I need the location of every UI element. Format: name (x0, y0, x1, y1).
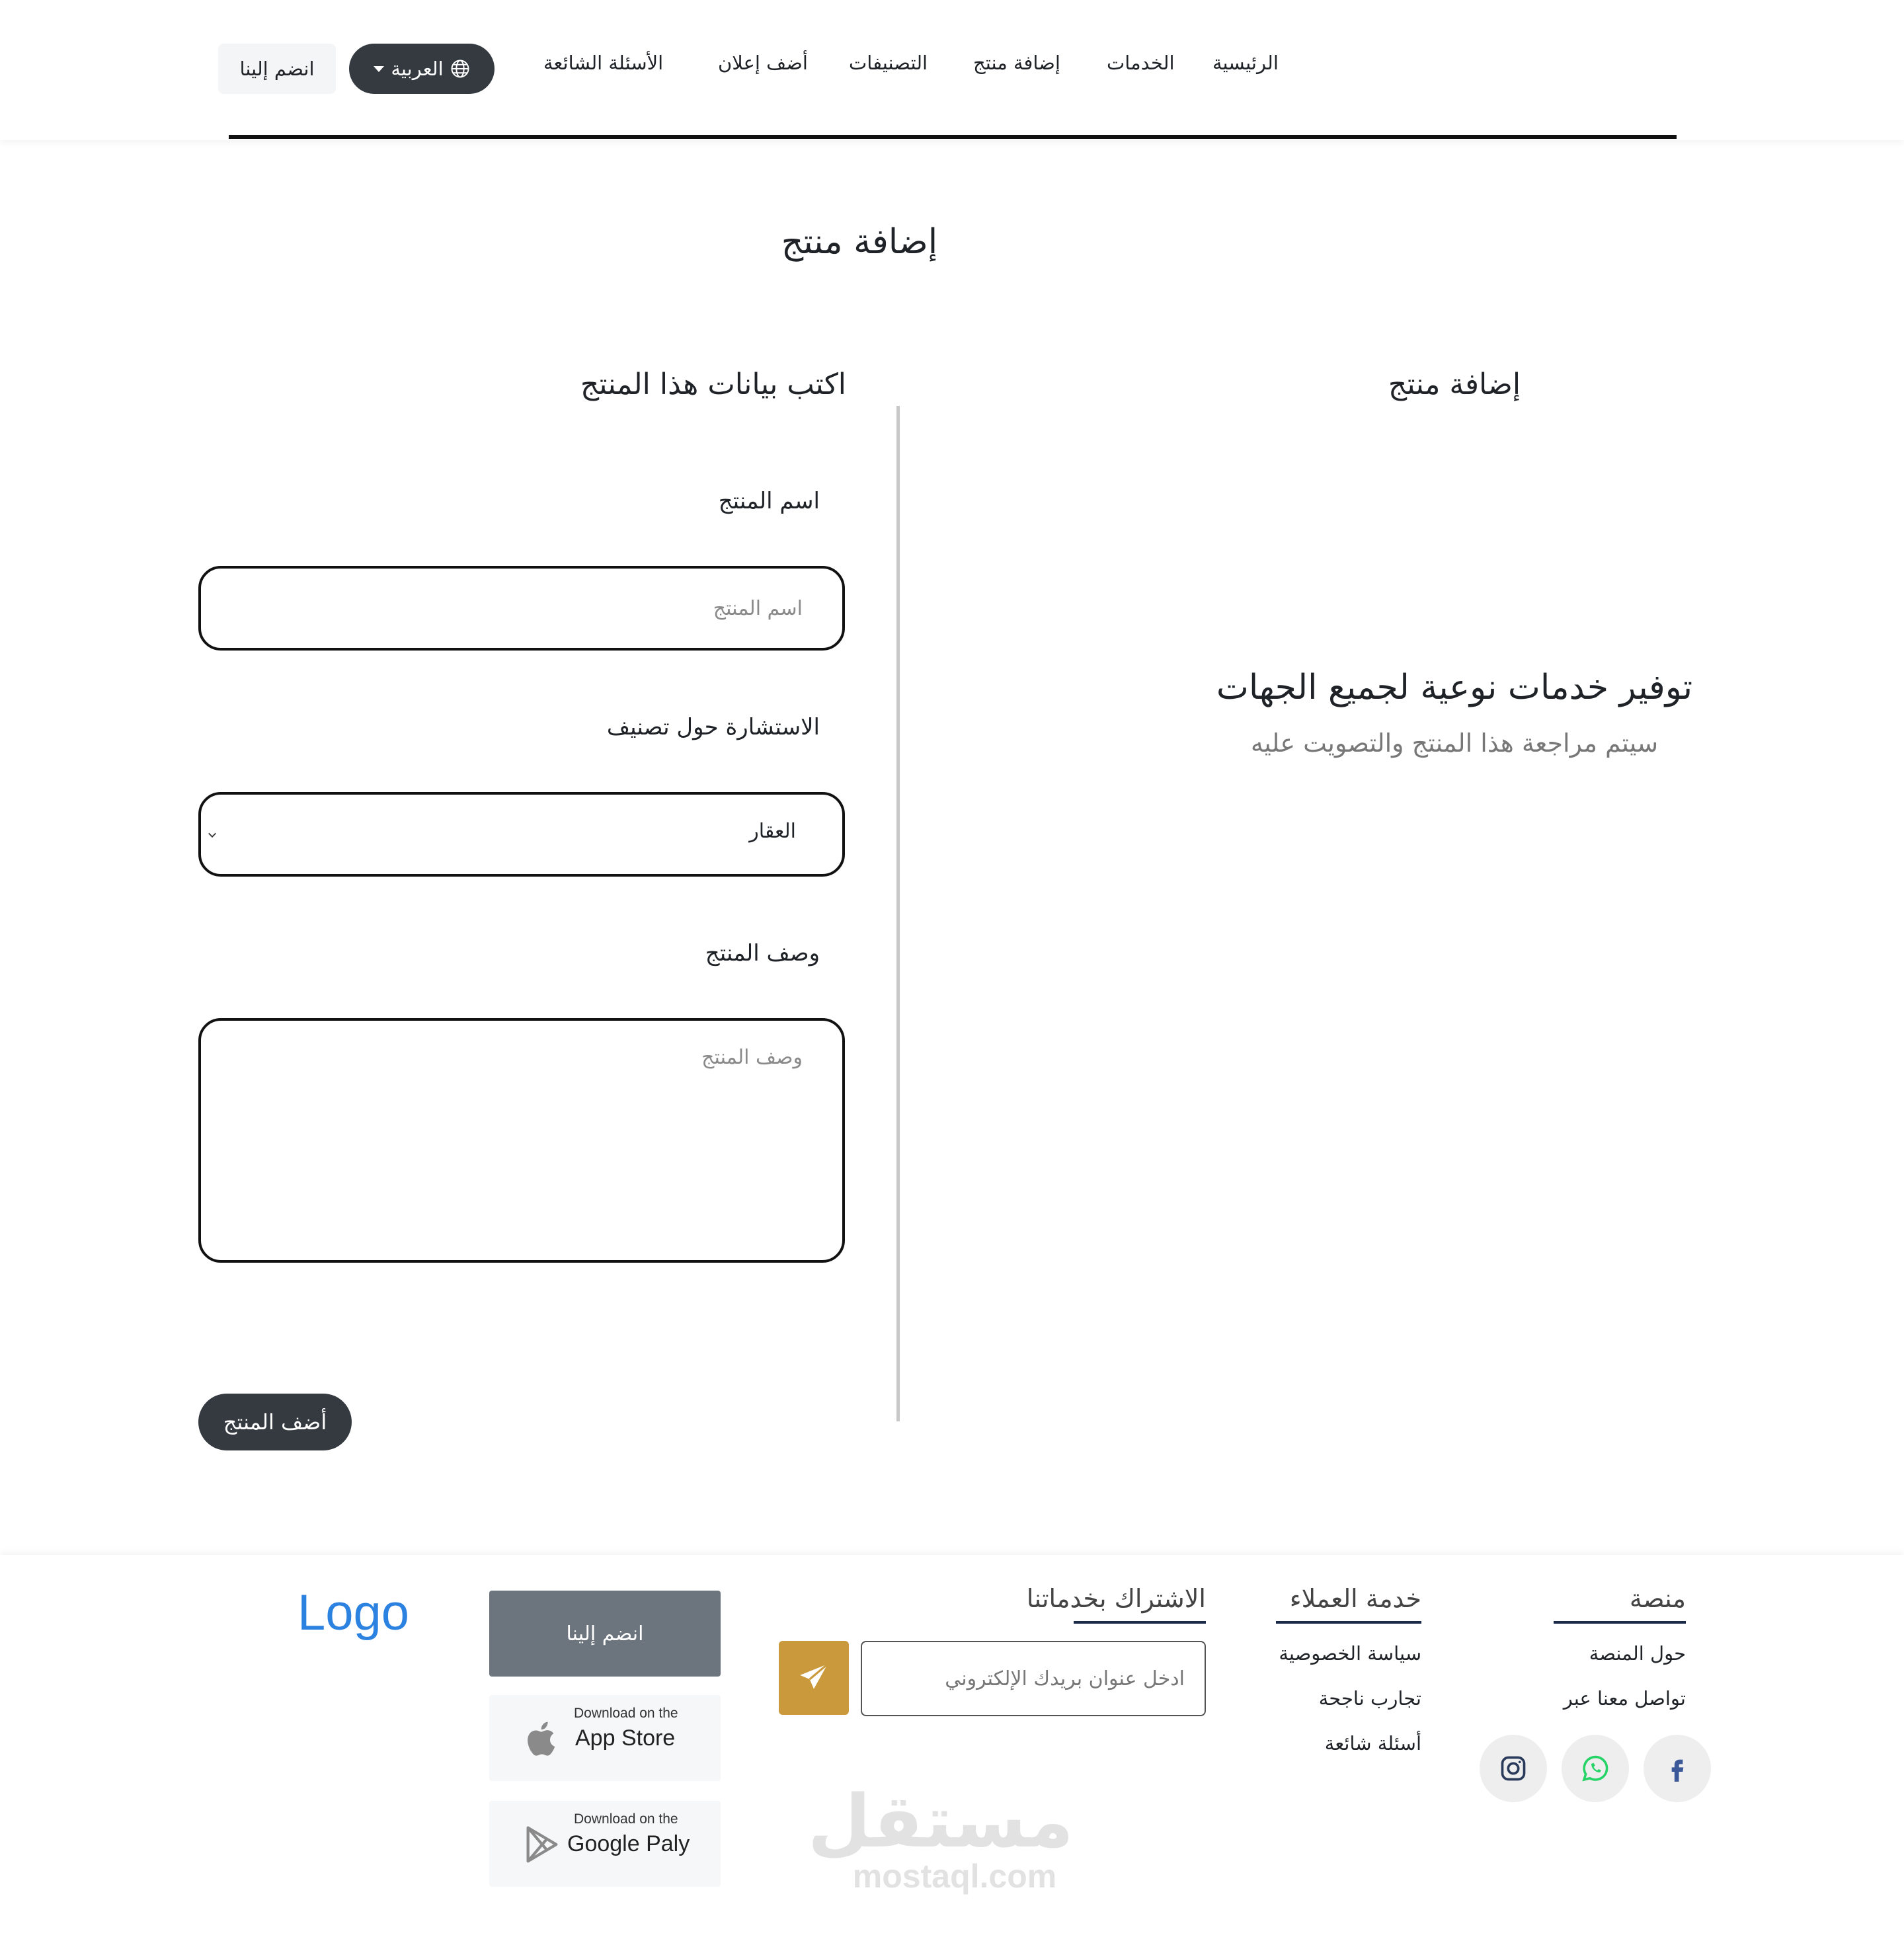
footer-subscribe-heading: الاشتراك بخدماتنا (1026, 1584, 1206, 1613)
watermark-arabic: مستقل (807, 1779, 1074, 1864)
right-panel-title: إضافة منتج (1388, 368, 1521, 401)
footer-subscribe-underline (1074, 1621, 1206, 1624)
paper-plane-icon (797, 1661, 830, 1694)
instagram-icon (1499, 1754, 1528, 1783)
google-play-label: Google Paly (567, 1831, 690, 1856)
footer-link-faq[interactable]: أسئلة شائعة (1324, 1732, 1421, 1755)
header-divider (229, 135, 1677, 139)
email-input[interactable] (862, 1642, 1205, 1715)
product-name-input[interactable] (201, 569, 842, 648)
google-play-button[interactable] (489, 1801, 721, 1887)
footer-customer-service-underline (1276, 1621, 1421, 1624)
top-navbar (0, 0, 1904, 140)
chevron-down-icon (208, 830, 216, 838)
facebook-button[interactable] (1644, 1735, 1711, 1802)
description-label: وصف المنتج (705, 940, 820, 967)
language-dropdown[interactable] (349, 44, 495, 94)
footer-platform-heading: منصة (1629, 1584, 1686, 1613)
app-store-small-text: Download on the (574, 1706, 678, 1721)
nav-categories[interactable]: التصنيفات (849, 52, 928, 74)
app-store-button[interactable] (489, 1695, 721, 1781)
vertical-divider (896, 406, 900, 1421)
google-play-small-text: Download on the (574, 1811, 678, 1827)
join-button[interactable]: انضم إلينا (218, 44, 336, 94)
footer-link-contact[interactable]: تواصل معنا عبر (1563, 1687, 1686, 1710)
page-title: إضافة منتج (781, 222, 938, 262)
globe-icon (450, 59, 470, 79)
category-selected-value: العقار (749, 820, 796, 843)
footer-customer-service-heading: خدمة العملاء (1289, 1584, 1421, 1613)
facebook-icon (1664, 1753, 1690, 1784)
category-select[interactable] (198, 792, 845, 877)
app-store-label: App Store (575, 1725, 676, 1751)
footer-join-button[interactable]: انضم إلينا (489, 1591, 721, 1677)
description-textarea[interactable] (201, 1021, 842, 1260)
description-field (198, 1018, 845, 1263)
product-name-field (198, 566, 845, 651)
google-play-icon (521, 1823, 563, 1866)
slogan-subtitle: سيتم مراجعة هذا المنتج والتصويت عليه (1250, 729, 1659, 758)
footer-platform-underline (1554, 1621, 1686, 1624)
nav-faq[interactable]: الأسئلة الشائعة (543, 52, 664, 74)
language-label: العربية (391, 58, 444, 80)
footer-link-privacy[interactable]: سياسة الخصوصية (1279, 1642, 1421, 1665)
caret-down-icon (374, 66, 384, 72)
product-name-label: اسم المنتج (718, 488, 820, 514)
form-title: اكتب بيانات هذا المنتج (580, 368, 846, 401)
add-product-button[interactable]: أضف المنتج (198, 1394, 352, 1450)
category-label: الاستشارة حول تصنيف (606, 714, 820, 740)
whatsapp-icon (1579, 1753, 1611, 1784)
whatsapp-button[interactable] (1562, 1735, 1629, 1802)
slogan: توفير خدمات نوعية لجميع الجهات (1216, 668, 1693, 707)
footer-link-success-stories[interactable]: تجارب ناجحة (1318, 1687, 1421, 1710)
nav-add-product[interactable]: إضافة منتج (973, 52, 1060, 74)
instagram-button[interactable] (1480, 1735, 1547, 1802)
email-field (861, 1641, 1206, 1716)
nav-services[interactable]: الخدمات (1107, 52, 1175, 74)
watermark-latin: mostaql.com (852, 1858, 1057, 1895)
nav-add-ad[interactable]: أضف إعلان (718, 52, 808, 74)
watermark (807, 1779, 1074, 1895)
apple-icon (521, 1718, 563, 1760)
send-button[interactable] (779, 1641, 849, 1715)
nav-home[interactable]: الرئيسية (1212, 52, 1279, 74)
footer-logo[interactable]: Logo (298, 1585, 410, 1641)
footer-link-about[interactable]: حول المنصة (1589, 1642, 1686, 1665)
